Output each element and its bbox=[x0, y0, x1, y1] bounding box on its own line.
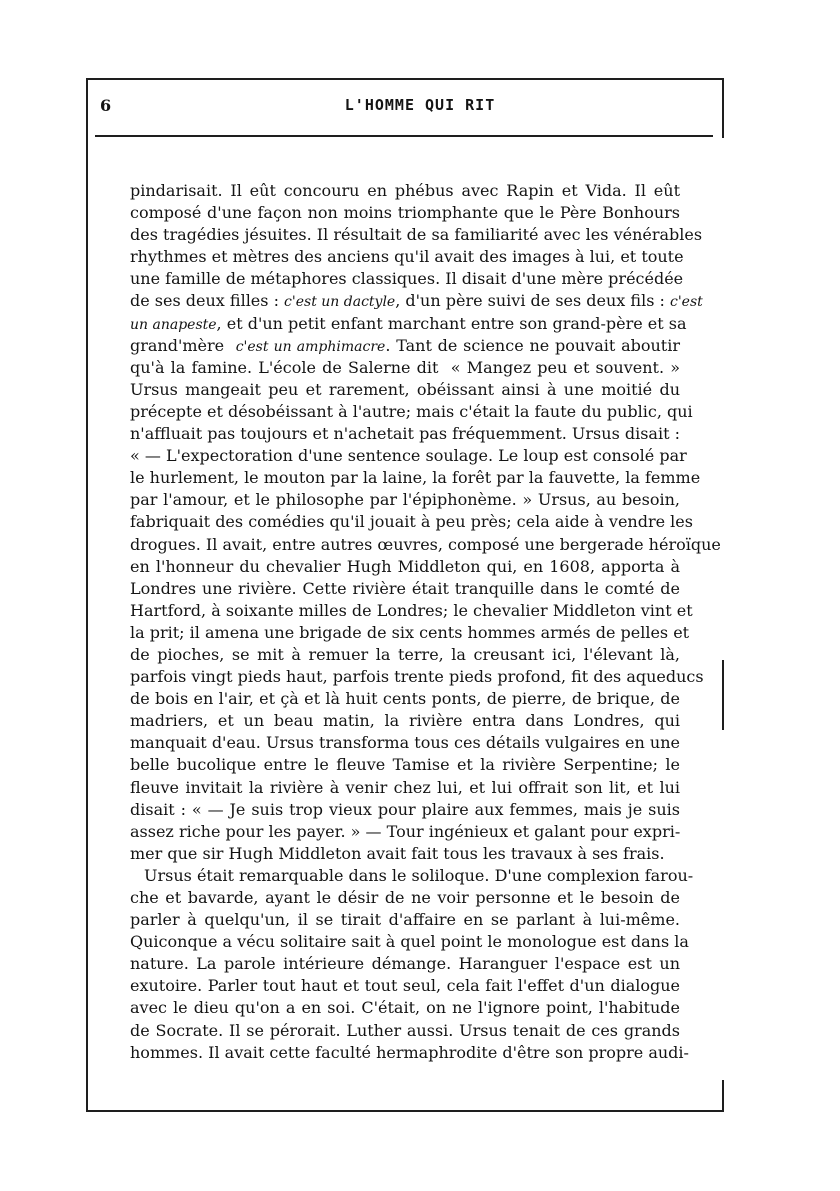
italic-phrase: c'est bbox=[669, 294, 703, 311]
text-line bbox=[130, 511, 693, 533]
text-line bbox=[130, 600, 693, 622]
text-line bbox=[130, 180, 680, 202]
text-segment: , d'un père suivi de ses deux fils : bbox=[395, 291, 670, 311]
text-segment: Ursus était remarquable dans le soliloque. D'une complexion farou- bbox=[144, 865, 694, 885]
text-line bbox=[130, 445, 687, 467]
text-line bbox=[130, 799, 680, 821]
right-border-rule-bottom bbox=[722, 1080, 724, 1112]
italic-phrase: c'est un amphimacre bbox=[235, 338, 386, 355]
text-segment: de ses deux filles : bbox=[130, 291, 285, 311]
text-segment: exutoire. Parler tout haut et tout seul, cela fait l'effet d'un dialogue bbox=[130, 976, 680, 996]
text-segment: de Socrate. Il se pérorait. Luther aussi. Ursus tenait de ces grands bbox=[130, 1020, 680, 1040]
text-segment: n'affluait pas toujours et n'achetait pas fréquemment. Ursus disait : bbox=[130, 424, 680, 444]
text-segment: hommes. Il avait cette faculté hermaphrodite d'être son propre audi- bbox=[130, 1042, 689, 1062]
text-line bbox=[130, 290, 703, 312]
italic-phrase: c'est un dactyle bbox=[284, 294, 396, 311]
text-segment: en l'honneur du chevalier Hugh Middleton qui, en 1608, apporta à bbox=[130, 556, 680, 576]
text-line bbox=[130, 975, 680, 997]
body-text bbox=[130, 180, 721, 1064]
text-segment: drogues. Il avait, entre autres œuvres, composé une bergerade héroïque bbox=[130, 534, 721, 554]
text-segment: par l'amour, et le philosophe par l'épiphonème. » Ursus, au besoin, bbox=[130, 490, 680, 510]
text-line bbox=[130, 666, 704, 688]
text-line bbox=[130, 710, 680, 732]
italic-phrase: un anapeste bbox=[130, 316, 217, 333]
text-segment: qu'à la famine. L'école de Salerne dit « Mangez peu et souvent. » bbox=[130, 357, 680, 377]
text-segment: nature. La parole intérieure démange. Haranguer l'espace est un bbox=[130, 954, 680, 974]
top-border-rule bbox=[86, 78, 724, 80]
text-line bbox=[130, 732, 680, 754]
text-line bbox=[130, 843, 680, 865]
text-segment: pindarisait. Il eût concouru en phébus avec Rapin et Vida. Il eût bbox=[130, 181, 680, 200]
header-rule bbox=[95, 135, 713, 137]
text-line bbox=[130, 379, 680, 401]
text-line bbox=[130, 777, 680, 799]
text-line bbox=[130, 556, 680, 578]
text-line bbox=[130, 534, 721, 556]
text-segment: des tragédies jésuites. Il résultait de sa familiarité avec les vénérables bbox=[130, 225, 703, 245]
text-segment: « — L'expectoration d'une sentence soulage. Le loup est consolé par bbox=[130, 446, 687, 466]
page-number: 6 bbox=[100, 96, 112, 115]
text-segment: le hurlement, le mouton par la laine, la forêt par la fauvette, la femme bbox=[130, 468, 701, 488]
text-segment: grand'mère bbox=[130, 335, 236, 355]
text-line bbox=[130, 821, 680, 843]
text-line bbox=[130, 578, 680, 600]
text-line bbox=[130, 953, 680, 975]
text-line bbox=[130, 644, 680, 666]
text-line bbox=[130, 401, 693, 423]
text-segment: fabriquait des comédies qu'il jouait à peu près; cela aide à vendre les bbox=[130, 512, 693, 532]
text-line bbox=[130, 1042, 689, 1064]
text-segment: . Tant de science ne pouvait aboutir bbox=[385, 335, 680, 355]
text-segment: précepte et désobéissant à l'autre; mais c'était la faute du public, qui bbox=[130, 401, 693, 421]
text-segment: rhythmes et mètres des anciens qu'il avait des images à lui, et toute bbox=[130, 247, 684, 267]
text-line bbox=[130, 688, 680, 710]
text-segment: fleuve invitait la rivière à venir chez lui, et lui offrait son lit, et lui bbox=[130, 777, 680, 797]
text-line bbox=[130, 268, 684, 290]
text-segment: Ursus mangeait peu et rarement, obéissant ainsi à une moitié du bbox=[130, 379, 680, 399]
text-line bbox=[130, 202, 680, 224]
text-segment: Londres une rivière. Cette rivière était tranquille dans le comté de bbox=[130, 578, 680, 598]
text-segment: composé d'une façon non moins triomphante que le Père Bonhours bbox=[130, 203, 680, 223]
text-line bbox=[130, 931, 689, 953]
text-segment: parler à quelqu'un, il se tirait d'affaire en se parlant à lui-même. bbox=[130, 910, 680, 930]
text-line bbox=[130, 224, 703, 246]
text-segment: avec le dieu qu'on a en soi. C'était, on ne l'ignore point, l'habitude bbox=[130, 998, 680, 1018]
text-segment: la prit; il amena une brigade de six cents hommes armés de pelles et bbox=[130, 622, 690, 642]
text-segment: madriers, et un beau matin, la rivière entra dans Londres, qui bbox=[130, 711, 680, 731]
text-line bbox=[130, 997, 680, 1019]
text-line bbox=[130, 423, 680, 445]
text-line bbox=[130, 246, 684, 268]
text-segment: che et bavarde, ayant le désir de ne voir personne et le besoin de bbox=[130, 888, 680, 907]
text-segment: belle bucolique entre le fleuve Tamise et la rivière Serpentine; le bbox=[130, 755, 680, 775]
text-line bbox=[130, 887, 680, 909]
text-line bbox=[130, 489, 680, 511]
text-segment: de pioches, se mit à remuer la terre, la creusant ici, l'élevant là, bbox=[130, 644, 680, 664]
text-segment: assez riche pour les payer. » — Tour ingénieux et galant pour expri- bbox=[130, 821, 681, 841]
bottom-border-rule bbox=[86, 1110, 724, 1112]
text-segment: manquait d'eau. Ursus transforma tous ces détails vulgaires en une bbox=[130, 733, 680, 753]
right-border-rule-middle bbox=[722, 660, 724, 730]
text-segment: disait : « — Je suis trop vieux pour plaire aux femmes, mais je suis bbox=[130, 799, 680, 819]
text-segment: parfois vingt pieds haut, parfois trente pieds profond, fit des aqueducs bbox=[130, 667, 704, 687]
text-line bbox=[130, 622, 690, 644]
text-segment: mer que sir Hugh Middleton avait fait tous les travaux à ses frais. bbox=[130, 843, 665, 863]
text-line bbox=[130, 865, 694, 887]
text-line bbox=[130, 909, 680, 931]
text-line bbox=[130, 357, 680, 379]
text-segment: une famille de métaphores classiques. Il disait d'une mère précédée bbox=[130, 269, 684, 289]
text-segment: , et d'un petit enfant marchant entre son grand-père et sa bbox=[216, 313, 687, 333]
text-line bbox=[130, 754, 680, 776]
text-segment: Hartford, à soixante milles de Londres; le chevalier Middleton vint et bbox=[130, 600, 693, 620]
text-line bbox=[130, 335, 680, 357]
text-line bbox=[130, 1020, 680, 1042]
text-segment: Quiconque a vécu solitaire sait à quel point le monologue est dans la bbox=[130, 932, 689, 952]
text-segment: de bois en l'air, et çà et là huit cents ponts, de pierre, de brique, de bbox=[130, 689, 680, 709]
text-line bbox=[130, 467, 701, 489]
text-line bbox=[130, 313, 687, 335]
running-title: L'HOMME QUI RIT bbox=[344, 96, 496, 114]
left-border-rule bbox=[86, 78, 88, 1112]
